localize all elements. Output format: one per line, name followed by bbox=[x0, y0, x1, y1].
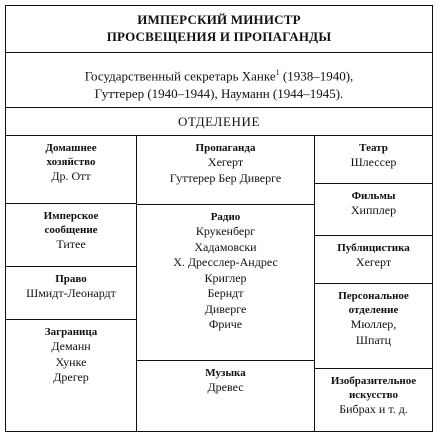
dept-name: Хипплер bbox=[350, 203, 397, 217]
dept-name: Бибрах и т. д. bbox=[339, 402, 408, 416]
header-line-2: ПРОСВЕЩЕНИЯ И ПРОПАГАНДЫ bbox=[106, 29, 332, 44]
dept-title: Право bbox=[55, 273, 87, 285]
dept-name: Мюллер, bbox=[350, 317, 397, 331]
dept-title: Персональное bbox=[338, 290, 409, 302]
dept-name: Титее bbox=[56, 237, 86, 251]
dept-box bbox=[6, 266, 136, 320]
dept-title: Заграница bbox=[44, 326, 98, 338]
dept-name: Берндт bbox=[207, 286, 244, 300]
secretaries-line-1 bbox=[6, 64, 432, 85]
dept-box bbox=[137, 360, 314, 433]
dept-box bbox=[6, 136, 136, 204]
dept-name: Фриче bbox=[208, 317, 243, 331]
dept-title: Фильмы bbox=[351, 190, 396, 202]
dept-name: Хегерт bbox=[355, 255, 392, 269]
dept-title: Радио bbox=[210, 211, 241, 223]
footnote-mark: 1 bbox=[275, 68, 280, 77]
dept-box bbox=[315, 368, 432, 433]
header-line-1: ИМПЕРСКИЙ МИНИСТР bbox=[137, 12, 301, 27]
dept-title: Пропаганда bbox=[195, 142, 256, 154]
department-heading: ОТДЕЛЕНИЕ bbox=[6, 108, 432, 136]
dept-name: Шмидт-Леонардт bbox=[26, 286, 116, 300]
dept-box bbox=[315, 136, 432, 184]
dept-name: Дрегер bbox=[53, 370, 89, 384]
dept-name: Х. Дресслер-Андрес bbox=[173, 255, 278, 269]
dept-name: Шпатц bbox=[355, 332, 392, 347]
dept-title: Имперское bbox=[43, 210, 99, 222]
dept-title: хозяйство bbox=[46, 156, 96, 168]
dept-title: искусство bbox=[348, 389, 399, 401]
secretaries-line-1-tail: (1938–1940), bbox=[279, 68, 354, 84]
dept-name: Др. Отт bbox=[51, 169, 91, 183]
dept-box bbox=[315, 283, 432, 369]
left-column bbox=[6, 136, 137, 431]
dept-title: Музыка bbox=[205, 367, 246, 379]
dept-name: Диверге bbox=[204, 301, 247, 316]
dept-title: Театр bbox=[359, 142, 388, 154]
secretaries-line-2: Гуттерер (1940–1944), Науманн (1944–1945). bbox=[94, 86, 344, 102]
ministry-header bbox=[6, 6, 432, 53]
dept-title: Изобразительное bbox=[330, 375, 417, 387]
dept-name: Крукенберг bbox=[195, 224, 256, 238]
dept-box bbox=[137, 136, 314, 205]
org-chart-frame bbox=[5, 5, 433, 432]
secretaries-line-1-text: Государственный секретарь Ханке bbox=[84, 68, 276, 84]
dept-title: отделение bbox=[348, 304, 399, 316]
secretaries-block bbox=[6, 53, 432, 108]
dept-name: Деманн bbox=[51, 339, 91, 353]
dept-box bbox=[315, 235, 432, 284]
dept-name: Хегерт bbox=[207, 155, 244, 169]
middle-column bbox=[137, 136, 315, 431]
dept-name: Древес bbox=[207, 380, 244, 394]
dept-name: Криглер bbox=[204, 270, 247, 285]
right-column bbox=[315, 136, 432, 431]
dept-box bbox=[315, 183, 432, 236]
dept-name: Гуттерер Бер Диверге bbox=[169, 170, 282, 185]
dept-title: Домашнее bbox=[45, 142, 97, 154]
dept-name: Хадамовски bbox=[194, 239, 257, 254]
dept-box bbox=[137, 204, 314, 361]
dept-box bbox=[6, 203, 136, 267]
dept-title: сообщение bbox=[44, 224, 98, 236]
dept-name: Шлессер bbox=[350, 155, 397, 169]
dept-box bbox=[6, 319, 136, 433]
dept-title: Публицистика bbox=[337, 242, 410, 254]
dept-name: Хунке bbox=[55, 354, 87, 369]
